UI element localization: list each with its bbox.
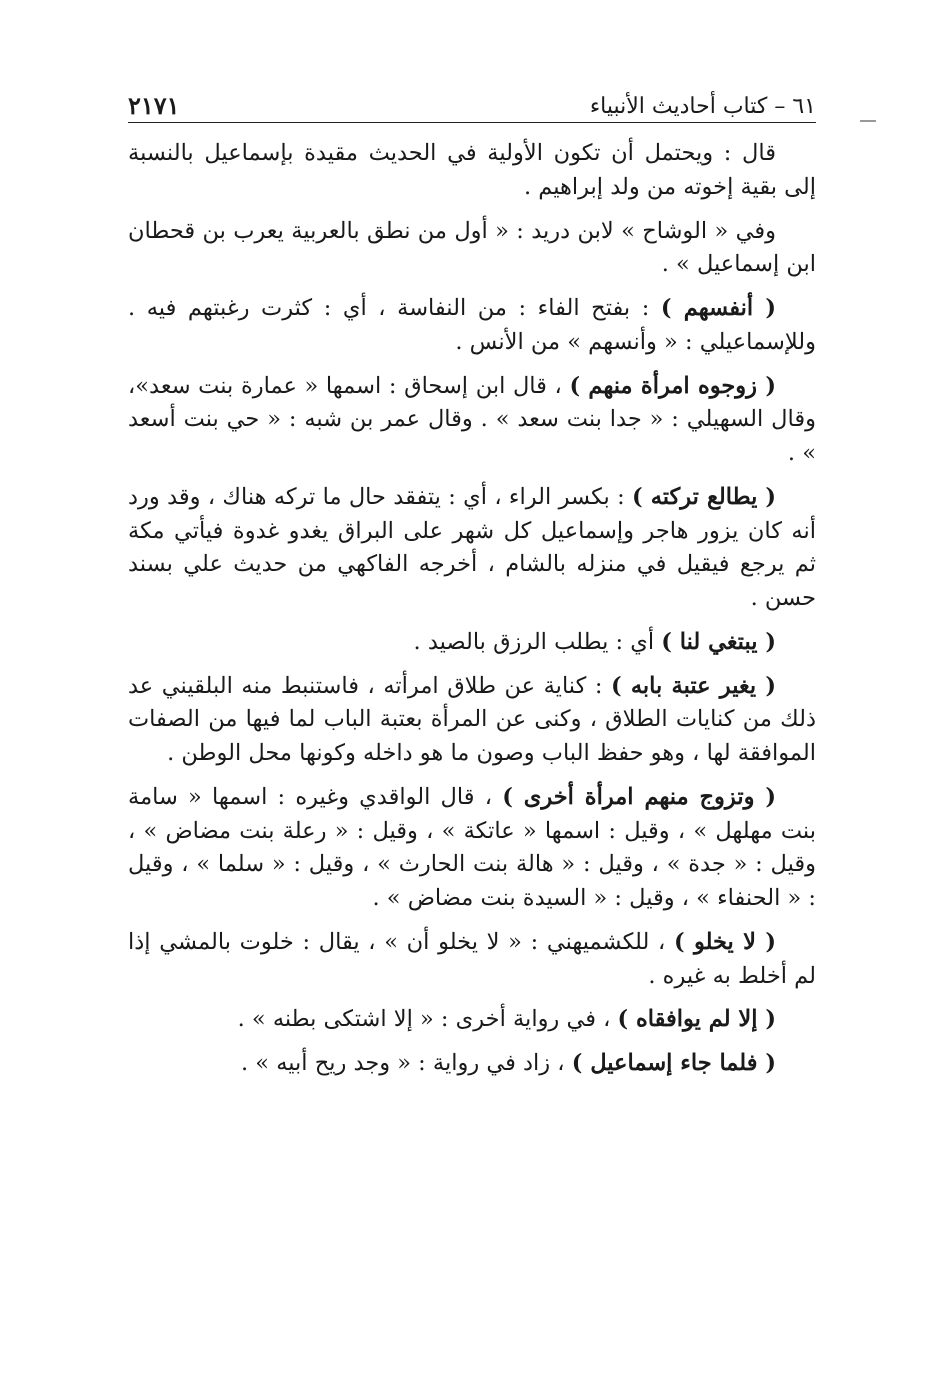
paragraph (128, 1047, 816, 1081)
paragraph-body: قال : ويحتمل أن تكون الأولية في الحديث مقيدة بإسماعيل بالنسبة إلى بقية إخوته من ولد إبراهيم . (128, 140, 816, 200)
paragraph-lead: ( أنفسهم ) (660, 295, 776, 321)
paragraph-lead: ( لا يخلو ) (673, 928, 776, 955)
paragraph-body: ، زاد في رواية : « وجد ريح أبيه » . (240, 1050, 572, 1076)
paragraph (128, 215, 816, 283)
running-header (128, 78, 816, 122)
paragraph-body: ، قال ابن إسحاق : اسمها « عمارة بنت سعد»، وقال السهيلي : « جدا بنت سعد » . وقال عمر بن شبه : « حي بنت أسعد » . (128, 372, 816, 466)
paragraph (128, 926, 816, 994)
scan-mark (860, 120, 876, 122)
paragraph (128, 137, 816, 205)
paragraph-body: ، قال الواقدي وغيره : اسمها « سامة بنت مهلهل » ، وقيل : اسمها « عاتكة » ، وقيل : « رعلة بنت مضاض » ، وقيل : « جدة » ، وقيل : « هالة بنت الحارث » ، وقيل : « سلما » ، وقيل : « الحنفاء » ، وقيل : « السيدة بنت مضاض » . (128, 783, 816, 911)
paragraph-lead: ( إلا لم يوافقاه ) (617, 1006, 776, 1033)
paragraph-body: ، للكشميهني : « لا يخلو أن » ، يقال : خلوت بالمشي إذا لم أخلط به غيره . (128, 928, 816, 989)
paragraph (128, 670, 816, 771)
paragraph (128, 481, 816, 616)
paragraph-lead: ( يبتغي لنا ) (661, 628, 776, 655)
paragraph-body: : بفتح الفاء : من النفاسة ، أي : كثرت رغبتهم فيه . وللإسماعيلي : « وأنسهم » من الأنس . (128, 295, 816, 355)
chapter-title: ٦١ – كتاب أحاديث الأنبياء (589, 94, 816, 119)
paragraph-body: : بكسر الراء ، أي : يتفقد حال ما تركه هناك ، وقد ورد أنه كان يزور هاجر وإسماعيل كل شهر على البراق يغدو غدوة فيأتي مكة ثم يرجع فيقيل في منزله بالشام ، أخرجه الفاكهي من حديث علي بسند حسن . (128, 483, 816, 611)
body-text (128, 137, 816, 1081)
paragraph (128, 292, 816, 360)
paragraph (128, 1003, 816, 1037)
paragraph-body: وفي « الوشاح » لابن دريد : « أول من نطق بالعربية يعرب بن قحطان ابن إسماعيل » . (128, 217, 816, 278)
page (128, 78, 816, 1091)
page-number: ٢١٧١ (128, 91, 180, 120)
paragraph (128, 370, 816, 471)
paragraph-lead: ( يغير عتبة بابه ) (610, 672, 776, 699)
header-rule (128, 122, 816, 123)
paragraph-body: : كناية عن طلاق امرأته ، فاستنبط منه البلقيني عد ذلك من كنايات الطلاق ، وكنى عن المرأة بعتبة الباب لما فيها من الصفات الموافقة لها ، وهو حفظ الباب وصون ما هو داخله وكونها محل الوطن . (128, 672, 816, 766)
paragraph (128, 781, 816, 916)
paragraph-lead: ( يطالع تركته ) (632, 483, 777, 510)
paragraph-lead: ( زوجوه امرأة منهم ) (569, 372, 776, 399)
paragraph-lead: ( وتزوج منهم امرأة أخرى ) (502, 783, 776, 810)
paragraph (128, 626, 816, 660)
paragraph-body: أي : يطلب الرزق بالصيد . (413, 628, 662, 655)
paragraph-body: ، في رواية أخرى : « إلا اشتكى بطنه » . (237, 1006, 618, 1033)
paragraph-lead: ( فلما جاء إسماعيل ) (571, 1050, 776, 1076)
